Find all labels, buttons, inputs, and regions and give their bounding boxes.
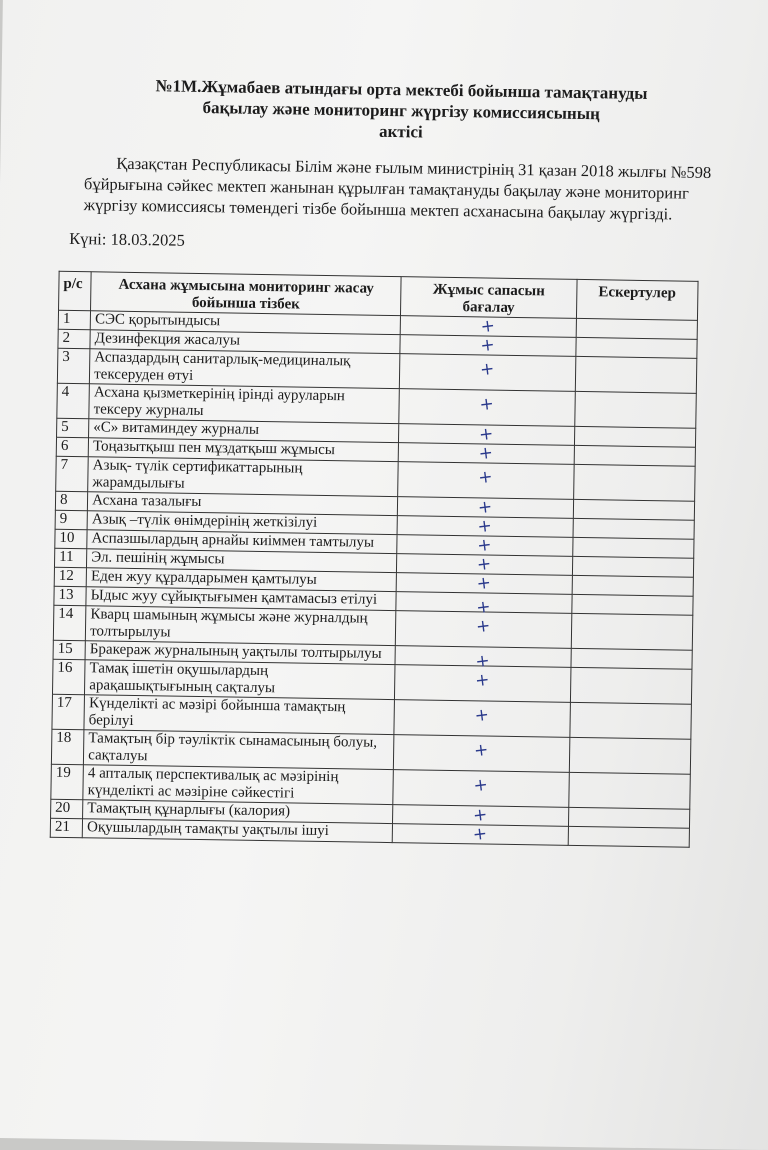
row-note (575, 337, 697, 358)
row-note (571, 613, 693, 650)
row-item: Аспаздардың санитарлық-медициналық тексеруден өтуі (90, 349, 401, 389)
header-item: Асхана жұмысына мониторинг жасау бойынша тізбек (91, 272, 402, 316)
plus-check-mark: + (476, 534, 494, 557)
plus-check-mark: + (475, 615, 492, 638)
row-item: 4 апталық перспективалық ас мәзірінің күнделікті ас мәзіріне сәйкестігі (83, 765, 394, 805)
row-number: 18 (51, 729, 84, 765)
plus-check-mark: + (479, 315, 497, 338)
row-item: «С» витаминдеу журналы (89, 419, 399, 443)
row-number: 10 (55, 529, 87, 549)
row-number: 9 (55, 510, 87, 530)
row-note (574, 391, 696, 428)
row-note (569, 702, 691, 739)
plus-check-mark: + (472, 774, 490, 797)
row-quality-mark (395, 665, 571, 703)
row-note (570, 667, 692, 704)
plus-check-mark: + (475, 572, 493, 595)
plus-check-mark: + (474, 650, 492, 673)
row-item: Тоңазытқыш пен мұздатқыш жұмысы (88, 438, 398, 462)
date-value: 18.03.2025 (110, 229, 185, 250)
row-number: 7 (56, 456, 89, 492)
row-note (568, 772, 690, 809)
row-number: 13 (54, 586, 86, 606)
row-number: 6 (56, 437, 88, 457)
row-note (571, 648, 693, 669)
row-note (574, 445, 696, 466)
row-note (572, 537, 694, 558)
row-number: 12 (54, 567, 86, 587)
row-note (572, 575, 694, 596)
plus-check-mark: + (474, 669, 491, 692)
plus-check-mark: + (473, 704, 491, 727)
row-note (573, 518, 695, 539)
plus-check-mark: + (477, 442, 495, 465)
header-number: р/с (59, 271, 92, 311)
row-number: 16 (52, 659, 85, 695)
row-item: Оқушылардың тамақты уақтылы ішуі (82, 819, 392, 843)
title-line-2: бақылау және мониторинг жүргізу комиссиясының (202, 98, 601, 124)
row-quality-mark (394, 700, 570, 738)
row-number: 4 (57, 383, 90, 419)
plus-check-mark: + (479, 334, 497, 357)
title-line-3: актісі (378, 121, 423, 142)
row-note (574, 426, 696, 447)
plus-check-mark: + (477, 466, 495, 489)
row-item: Аспазшылардың арнайы киіммен тамтылуы (87, 530, 397, 554)
row-quality-mark (399, 389, 575, 427)
row-note (568, 826, 690, 847)
row-number: 15 (53, 640, 85, 660)
row-quality-mark (393, 824, 569, 846)
row-note (571, 594, 693, 615)
row-item: Асхана қызметкерінің ірінді ауруларын тексеру журналы (89, 384, 400, 424)
row-item: Тамақ ішетін оқушылардың арақашықтығының сақталуы (85, 660, 396, 700)
date-label: Күні: (69, 228, 107, 249)
row-item: Күнделікті ас мәзірі бойынша тамақтың берілуі (84, 695, 395, 735)
intro-paragraph (84, 152, 735, 225)
row-item: Еден жуу құралдарымен қамтылуы (86, 568, 396, 592)
row-item: Асхана тазалығы (88, 492, 398, 516)
plus-check-mark: + (475, 596, 493, 619)
row-quality-mark (398, 462, 574, 500)
intro-text: Қазақстан Республикасы Білім және ғылым министрінің 31 қазан 2018 жылғы №598 бұйрығына сәйкес мектеп жанынан құрылған тамақтануды бақылау және мониторинг жүргізу комиссиясы төмендегі тізбе бойынша мектеп асханасына бақылау жүргізді. (83, 153, 712, 224)
row-number: 20 (51, 799, 83, 819)
row-note (568, 807, 690, 828)
row-note (569, 737, 691, 774)
row-quality-mark (394, 735, 570, 773)
plus-check-mark: + (473, 739, 490, 762)
plus-check-mark: + (476, 553, 493, 576)
table-body (50, 310, 697, 847)
document-title (91, 74, 712, 147)
row-number: 5 (57, 418, 89, 438)
plus-check-mark: + (472, 804, 489, 827)
row-note (573, 464, 695, 501)
row-item: Бракераж журналының уақтылы толтырылуы (85, 641, 395, 665)
plus-check-mark: + (478, 393, 496, 416)
row-number: 2 (58, 329, 90, 349)
plus-check-mark: + (477, 496, 494, 519)
row-quality-mark (393, 770, 569, 808)
monitoring-table (50, 271, 699, 848)
row-item: Тамақтың бір тәуліктік сынамасының болуы, сақталуы (84, 730, 395, 770)
row-note (572, 556, 694, 577)
row-note (573, 499, 695, 520)
row-number: 14 (53, 605, 86, 641)
plus-check-mark: + (478, 423, 495, 446)
row-quality-mark (400, 354, 576, 392)
row-item: СЭС қорытындысы (90, 311, 400, 335)
plus-check-mark: + (479, 358, 496, 381)
header-notes: Ескертулер (576, 279, 698, 320)
row-number: 19 (51, 764, 84, 800)
row-number: 1 (58, 310, 90, 330)
row-item: Азық- түлік сертификаттарының жарамдылығы (88, 457, 399, 497)
plus-check-mark: + (471, 823, 489, 846)
date-line (69, 229, 185, 251)
row-item: Кварц шамының жұмысы және журналдың толтырылуы (85, 606, 396, 646)
row-quality-mark (396, 611, 572, 649)
row-number: 8 (55, 491, 87, 511)
row-item: Азық –түлік өнімдерінің жеткізілуі (87, 511, 397, 535)
row-note (576, 318, 698, 339)
row-number: 21 (50, 818, 82, 838)
row-number: 17 (52, 694, 85, 730)
row-number: 3 (57, 348, 90, 384)
row-note (575, 356, 697, 393)
row-item: Ыдыс жуу сұйықтығымен қамтамасыз етілуі (86, 587, 396, 611)
row-item: Эл. пешінің жұмысы (87, 549, 397, 573)
header-quality: Жұмыс сапасын бағалау (401, 277, 577, 319)
row-item: Тамақтың құнарлығы (калория) (83, 800, 393, 824)
row-item: Дезинфекция жасалуы (90, 330, 400, 354)
plus-check-mark: + (476, 515, 494, 538)
title-line-1: №1М.Жұмабаев атындағы орта мектебі бойынша тамақтануды (155, 76, 648, 104)
row-number: 11 (54, 548, 86, 568)
